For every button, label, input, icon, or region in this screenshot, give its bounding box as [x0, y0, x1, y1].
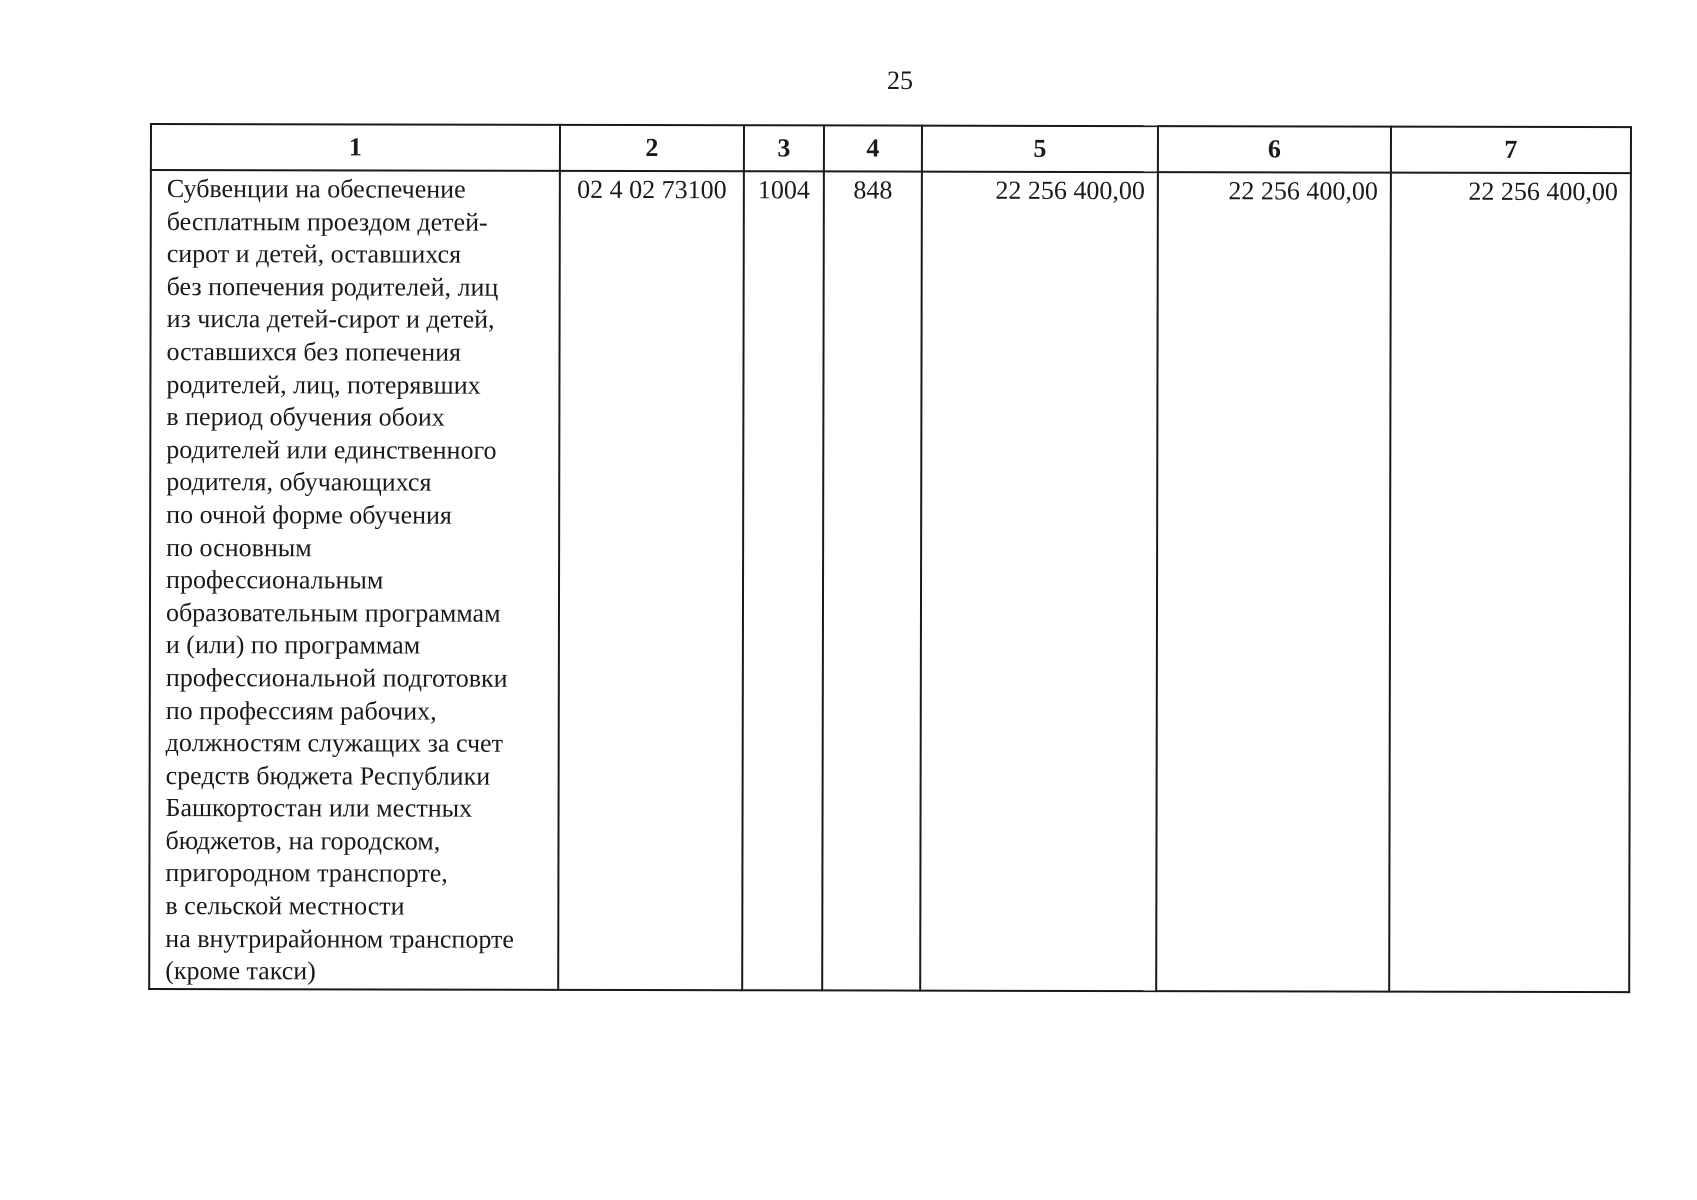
description-line: на внутрирайонном транспорте	[165, 923, 514, 954]
description-line: образовательным программам	[165, 597, 501, 628]
header-col-1: 1	[151, 124, 560, 171]
type-cell: 848	[822, 171, 922, 990]
amount-cell-5: 22 256 400,00	[920, 172, 1158, 991]
description-line: родителей или единственного	[166, 434, 497, 465]
section-cell: 1004	[742, 171, 824, 990]
description-line: профессиональным	[166, 565, 384, 595]
description-line: из числа детей-сирот и детей,	[166, 304, 495, 335]
description-line: пригородном транспорте,	[165, 858, 448, 889]
description-line: родителей, лиц, потерявших	[166, 369, 481, 400]
description-cell	[149, 170, 560, 990]
description-line: должностям служащих за счет	[165, 728, 504, 758]
description-line: без попечения родителей, лиц	[166, 271, 499, 302]
description-line: Субвенции на обеспечение	[166, 174, 466, 204]
header-row	[151, 124, 1631, 173]
description-line: бюджетов, на городском,	[165, 825, 441, 856]
description-line: и (или) по программам	[165, 630, 421, 660]
description-line: в период обучения обоих	[166, 402, 445, 432]
code-cell: 02 4 02 73100	[558, 171, 744, 990]
description-line: средств бюджета Республики	[165, 760, 491, 791]
description-line: по основным	[166, 532, 312, 562]
budget-table	[148, 123, 1632, 993]
table-row	[149, 170, 1631, 992]
header-col-6: 6	[1158, 126, 1391, 172]
description-line: по профессиям рабочих,	[165, 695, 437, 726]
header-col-3: 3	[744, 125, 824, 171]
description-line: по очной форме обучения	[166, 499, 452, 530]
description-line: (кроме такси)	[165, 956, 316, 986]
description-line: бесплатным проездом детей-	[166, 206, 488, 237]
page-number: 25	[887, 66, 913, 95]
amount-cell-6: 22 256 400,00	[1156, 172, 1391, 991]
header-col-4: 4	[824, 125, 922, 171]
description-line: оставшихся без попечения	[166, 337, 462, 367]
description-line: родителя, обучающихся	[166, 467, 432, 497]
description-line: сирот и детей, оставшихся	[166, 239, 462, 269]
description-line: Башкортостан или местных	[165, 793, 473, 823]
description-line: профессиональной подготовки	[165, 662, 508, 693]
header-col-5: 5	[922, 126, 1158, 172]
header-col-2: 2	[560, 125, 744, 171]
amount-cell-7: 22 256 400,00	[1389, 173, 1631, 992]
description-line: в сельской местности	[165, 891, 405, 921]
header-col-7: 7	[1391, 127, 1631, 174]
